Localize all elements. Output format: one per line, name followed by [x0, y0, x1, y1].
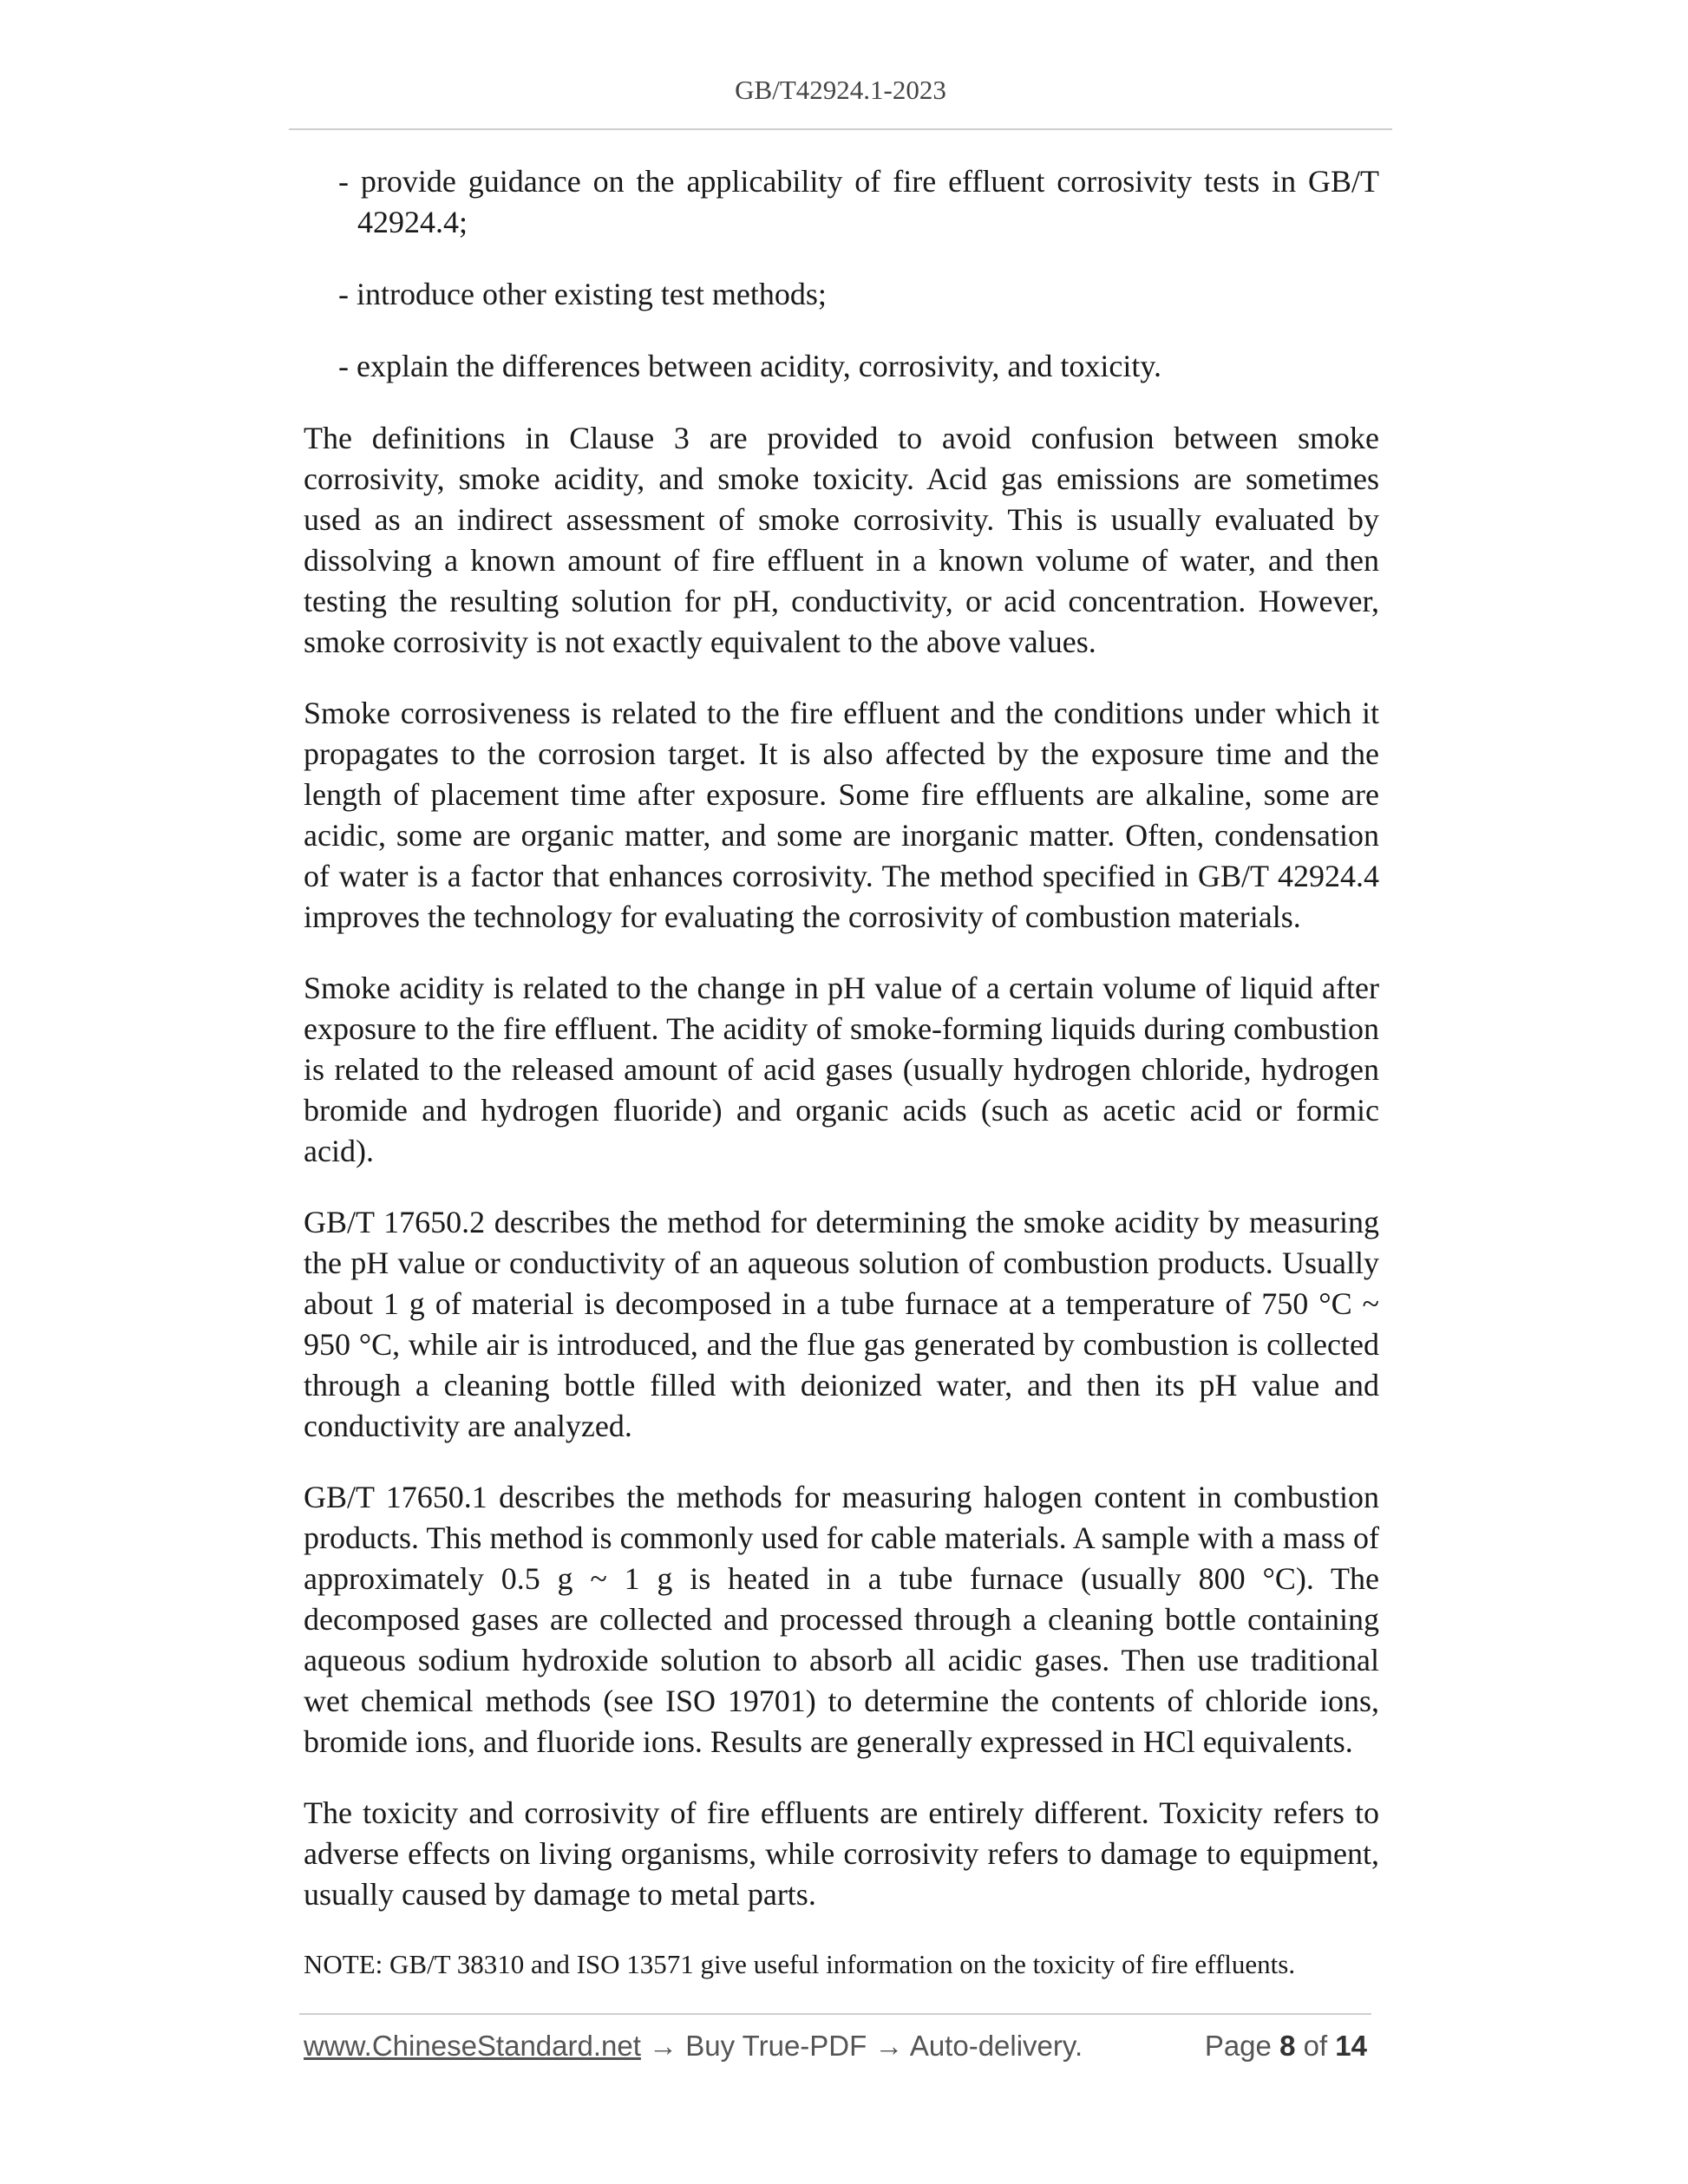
page-footer [304, 2030, 1367, 2068]
page-indicator [1205, 2030, 1367, 2063]
bullet-item: - introduce other existing test methods; [338, 277, 827, 311]
page-label: Page [1204, 2030, 1280, 2062]
bullet-item: - provide guidance on the applicability of fire effluent corrosivity tests in GB/T 42924.4; [338, 164, 1379, 239]
paragraph-gbt-17650-2: GB/T 17650.2 describes the method for determining the smoke acidity by measuring the pH value or conductivity of an aqueous solution of combustion products. Usually about 1 g of material is decomposed in a tube furnace at a temperature of 750 °C ~ 950 °C, while air is introduced, and the flue gas generated by combustion is collected through a cleaning bottle filled with deionized water, and then its pH value and conductivity are analyzed. [304, 1205, 1379, 1443]
document-body [304, 161, 1379, 1984]
paragraph-acidity: Smoke acidity is related to the change in pH value of a certain volume of liquid after exposure to the fire effluent. The acidity of smoke-forming liquids during combustion is related to the released amount of acid gases (usually hydrogen chloride, hydrogen bromide and hydrogen fluoride) and organic acids (such as acetic acid or formic acid). [304, 971, 1379, 1168]
website-link[interactable]: www.ChineseStandard.net [304, 2030, 641, 2062]
footer-promo-text: → Buy True-PDF → Auto-delivery. [640, 2030, 1083, 2062]
page-total: 14 [1335, 2030, 1367, 2062]
page-header: GB/T42924.1-2023 [735, 75, 946, 105]
bullet-item: - explain the differences between acidity, corrosivity, and toxicity. [338, 349, 1161, 383]
page-current: 8 [1279, 2030, 1296, 2062]
paragraph-toxicity: The toxicity and corrosivity of fire effluents are entirely different. Toxicity refers to adverse effects on living organisms, while corrosivity refers to damage to equipment, usually caused by damage to metal parts. [304, 1795, 1379, 1912]
page-of-label: of [1295, 2030, 1336, 2062]
paragraph-corrosiveness: Smoke corrosiveness is related to the fire effluent and the conditions under which it propagates to the corrosion target. It is also affected by the exposure time and the length of placement time after exposure. Some fire effluents are alkaline, some are acidic, some are organic matter, and some are inorganic matter. Often, condensation of water is a factor that enhances corrosivity. The method specified in GB/T 42924.4 improves the technology for evaluating the corrosivity of combustion materials. [304, 696, 1379, 934]
header-divider [289, 128, 1392, 130]
footer-promo [304, 2030, 1083, 2063]
footer-divider [299, 2013, 1371, 2015]
note-text: NOTE: GB/T 38310 and ISO 13571 give useful information on the toxicity of fire effluents. [304, 1949, 1296, 1979]
paragraph-definitions: The definitions in Clause 3 are provided to avoid confusion between smoke corrosivity, smoke acidity, and smoke toxicity. Acid gas emissions are sometimes used as an indirect assessment of smoke corrosivity. This is usually evaluated by dissolving a known amount of fire effluent in a known volume of water, and then testing the resulting solution for pH, conductivity, or acid concentration. However, smoke corrosivity is not exactly equivalent to the above values. [304, 421, 1379, 659]
paragraph-gbt-17650-1: GB/T 17650.1 describes the methods for measuring halogen content in combustion products. This method is commonly used for cable materials. A sample with a mass of approximately 0.5 g ~ 1 g is heated in a tube furnace (usually 800 °C). The decomposed gases are collected and processed through a cleaning bottle containing aqueous sodium hydroxide solution to absorb all acidic gases. Then use traditional wet chemical methods (see ISO 19701) to determine the contents of chloride ions, bromide ions, and fluoride ions. Results are generally expressed in HCl equivalents. [304, 1480, 1379, 1759]
